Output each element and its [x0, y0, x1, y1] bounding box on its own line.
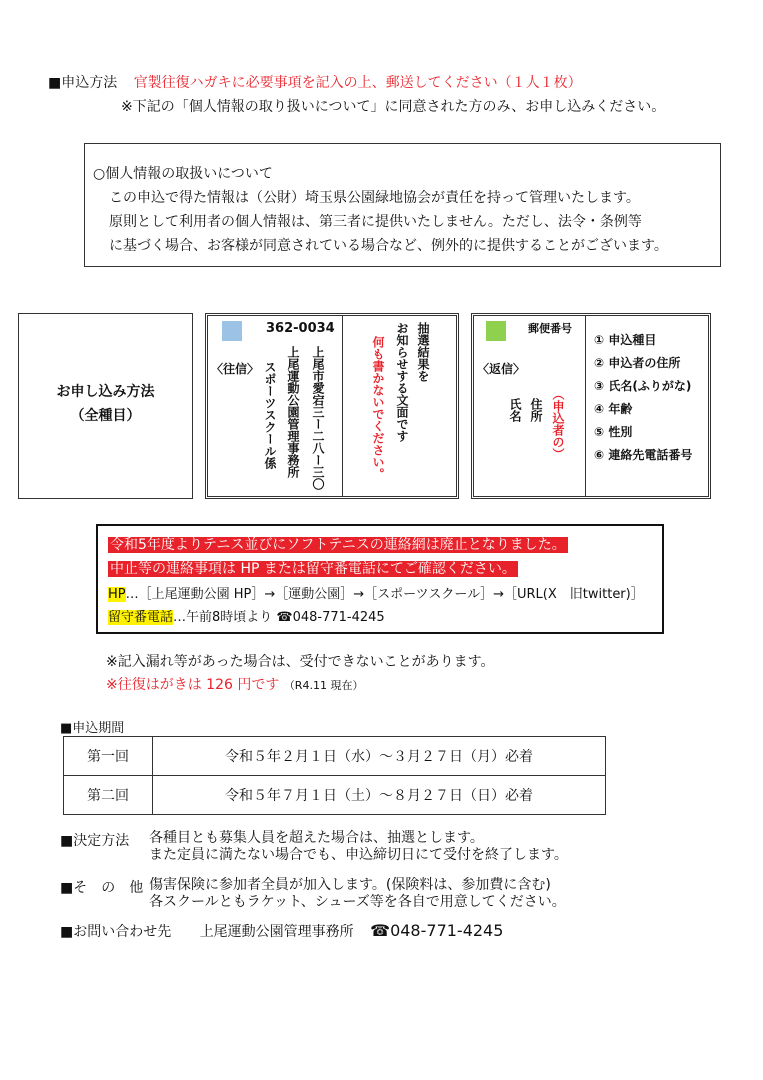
method-label-box [18, 313, 193, 499]
contact-office: 上尾運動公園管理事務所 [199, 924, 354, 940]
decision-line-2: また定員に満たない場合でも、申込締切日にて受付を終了します。 [149, 847, 568, 863]
outgoing-dept: スポーツスクール係 [263, 361, 277, 469]
reply-name: 氏名 [508, 398, 522, 422]
method-label: お申し込み方法 [56, 384, 155, 400]
outgoing-address: 上尾市愛宕三ー二八ー三〇 [311, 346, 325, 490]
item-5: ⑤ 性別 [594, 425, 633, 439]
notice-line-2: 中止等の連絡事項は HP または留守番電話にてご確認ください。 [110, 561, 516, 577]
reply-tag: 〈返信〉 [477, 362, 526, 376]
reply-postcard [471, 313, 711, 499]
contact-line [60, 921, 503, 941]
privacy-line-1: この申込で得た情報は（公財）埼玉県公園緑地協会が責任を持って管理いたします。 [109, 190, 640, 206]
phone-text: …午前8時頃より ☎048-771-4245 [173, 610, 385, 625]
item-1: ① 申込種目 [594, 333, 657, 347]
period-label: ■申込期間 [60, 721, 125, 736]
period-dates-2: 令和５年７月１日（土）～８月２７日（日）必着 [153, 776, 606, 815]
item-4: ④ 年齢 [594, 402, 633, 416]
privacy-box [84, 143, 721, 267]
apply-method-text: 官製往復ハガキに必要事項を記入の上、郵送してください（１人１枚） [133, 75, 582, 91]
contact-label: ■お問い合わせ先 [60, 924, 172, 940]
postcard-divider [342, 316, 343, 496]
other-text [149, 877, 566, 911]
item-3: ③ 氏名(ふりがな) [594, 379, 692, 393]
decision-text [149, 830, 568, 864]
method-sub: （全種目） [70, 408, 141, 424]
required-items [594, 329, 692, 467]
reply-address: 住所 [529, 398, 543, 422]
notice-phone-line [108, 606, 385, 625]
reply-divider [585, 316, 586, 496]
privacy-title: ○個人情報の取扱いについて [93, 166, 273, 182]
phone-label: 留守番電話 [108, 610, 174, 625]
item-6: ⑥ 連絡先電話番号 [594, 448, 693, 462]
other-line-1: 傷害保険に参加者全員が加入します。(保険料は、参加費に含む) [149, 877, 551, 893]
outgoing-tag: 〈往信〉 [211, 362, 260, 376]
decision-line-1: 各種目とも募集人員を超えた場合は、抽選とします。 [149, 830, 484, 846]
notice-box [96, 524, 664, 634]
apply-method-line [48, 72, 582, 92]
hp-label: HP [108, 587, 126, 602]
stamp-reply [486, 321, 506, 341]
hp-path: …［上尾運動公園 HP］→［運動公園］→［スポーツスクール］→［URL(X 旧twitter)］ [125, 587, 644, 602]
table-row [64, 737, 606, 776]
apply-method-note: ※下記の「個人情報の取り扱いについて」に同意された方のみ、お申し込みください。 [121, 99, 666, 115]
apply-method-label: ■申込方法 [48, 75, 118, 91]
other-label: ■そ の 他 [60, 880, 144, 896]
back-text-red: 何も書かないでください。 [371, 336, 385, 480]
other-line-2: 各スクールともラケット、シューズ等を各自で用意してください。 [149, 894, 566, 910]
reply-zip-label: 郵便番号 [528, 322, 572, 335]
note-price-date: （R4.11 現在） [283, 679, 364, 692]
outgoing-zip: 362-0034 [266, 321, 335, 336]
period-table [63, 736, 606, 815]
reply-applicant: （申込者の） [551, 388, 565, 460]
outgoing-postcard [205, 313, 459, 499]
contact-phone: ☎048-771-4245 [370, 921, 504, 940]
stamp-outgoing [222, 321, 242, 341]
period-dates-1: 令和５年２月１日（水）～３月２７日（月）必着 [153, 737, 606, 776]
table-row [64, 776, 606, 815]
outgoing-office: 上尾運動公園管理事務所 [286, 346, 300, 478]
item-2: ② 申込者の住所 [594, 356, 681, 370]
notice-line-1: 令和5年度よりテニス並びにソフトテニスの連絡網は廃止となりました。 [110, 537, 566, 553]
privacy-line-2: 原則として利用者の個人情報は、第三者に提供いたしません。ただし、法令・条例等 [109, 214, 642, 230]
privacy-line-3: に基づく場合、お客様が同意されている場合など、例外的に提供することがございます。 [109, 238, 668, 254]
back-text-1: 抽選結果を [416, 322, 430, 382]
period-name-2: 第二回 [64, 776, 153, 815]
back-text-2: お知らせする文面です [395, 322, 409, 442]
note-omission: ※記入漏れ等があった場合は、受付できないことがあります。 [106, 654, 495, 670]
period-name-1: 第一回 [64, 737, 153, 776]
note-price: ※往復はがきは 126 円です [106, 677, 280, 693]
decision-label: ■決定方法 [60, 833, 130, 849]
note-price-line [106, 674, 363, 694]
notice-hp-line [108, 583, 644, 602]
